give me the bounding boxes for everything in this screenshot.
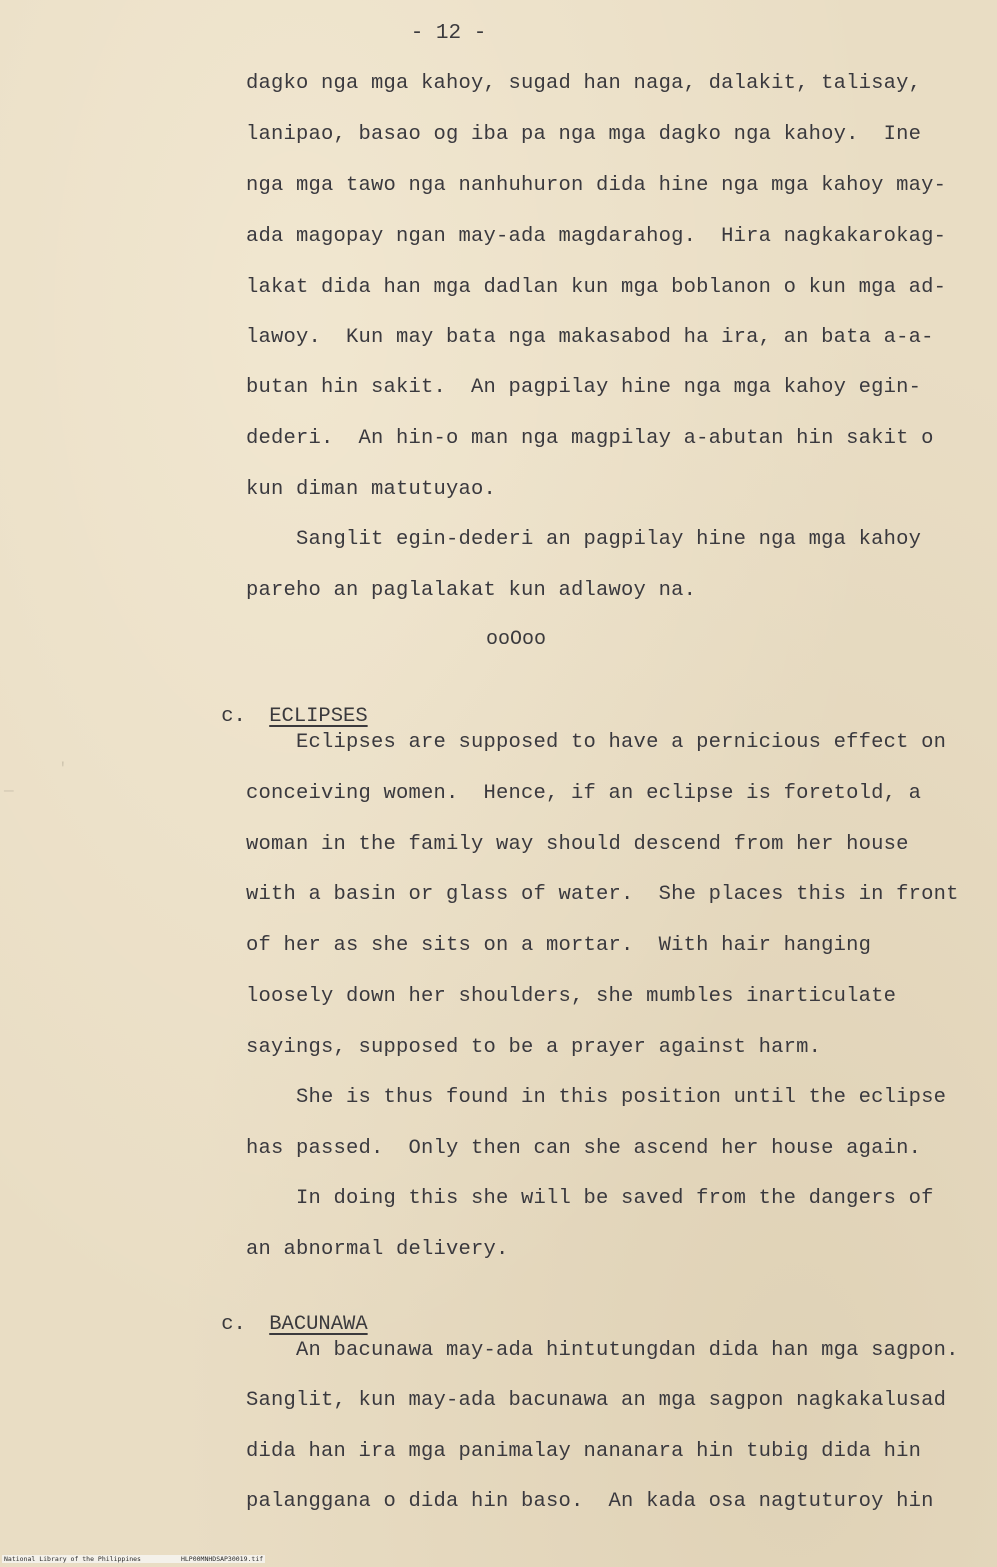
text-line: lanipao, basao og iba pa nga mga dagko nga kahoy. Ine <box>246 123 922 146</box>
text-line: palanggana o dida hin baso. An kada osa nagtuturoy hin <box>246 1490 934 1513</box>
text-line: of her as she sits on a mortar. With hair hanging <box>246 934 872 957</box>
footer-source: National Library of the Philippines <box>4 1555 141 1563</box>
text-line: An bacunawa may-ada hintutungdan dida han mga sagpon. <box>246 1339 959 1362</box>
paper-blemish: ′ <box>58 760 68 778</box>
text-line: kun diman matutuyao. <box>246 478 497 501</box>
text-line: conceiving women. Hence, if an eclipse is foretold, a <box>246 782 922 805</box>
footer-file: HLP00MNHDSAP30019.tif <box>180 1555 264 1563</box>
text-line: an abnormal delivery. <box>246 1238 509 1261</box>
text-line: Eclipses are supposed to have a pernicious effect on <box>246 731 947 754</box>
text-line: lakat dida han mga dadlan kun mga boblanon o kun mga ad- <box>246 276 947 299</box>
text-line: dagko nga mga kahoy, sugad han naga, dalakit, talisay, <box>246 72 922 95</box>
section-marker: c. <box>221 1313 246 1336</box>
text-line: pareho an paglalakat kun adlawoy na. <box>246 579 697 602</box>
paper-blemish: — <box>4 782 14 800</box>
section-marker: c. <box>221 705 246 728</box>
text-line: nga mga tawo nga nanhuhuron dida hine nga mga kahoy may- <box>246 174 947 197</box>
text-line: has passed. Only then can she ascend her house again. <box>246 1137 922 1160</box>
text-line: Sanglit, kun may-ada bacunawa an mga sagpon nagkakalusad <box>246 1389 947 1412</box>
text-line: In doing this she will be saved from the dangers of <box>246 1187 934 1210</box>
scan-footer <box>2 1555 265 1563</box>
text-line: ada magopay ngan may-ada magdarahog. Hira nagkakarokag- <box>246 225 947 248</box>
section-divider: ooOoo <box>485 628 546 651</box>
text-line: dederi. An hin-o man nga magpilay a-abutan hin sakit o <box>246 427 934 450</box>
text-line: lawoy. Kun may bata nga makasabod ha ira, an bata a-a- <box>246 326 934 349</box>
text-line: dida han ira mga panimalay nananara hin tubig dida hin <box>246 1440 922 1463</box>
page-number: - 12 - <box>410 22 487 45</box>
text-line: with a basin or glass of water. She places this in front <box>246 883 959 906</box>
text-line: She is thus found in this position until the eclipse <box>246 1086 947 1109</box>
section-title: BACUNAWA <box>269 1313 368 1336</box>
text-line: Sanglit egin-dederi an pagpilay hine nga mga kahoy <box>246 528 922 551</box>
section-title: ECLIPSES <box>269 705 368 728</box>
text-line: sayings, supposed to be a prayer against harm. <box>246 1036 822 1059</box>
text-line: loosely down her shoulders, she mumbles inarticulate <box>246 985 897 1008</box>
text-line: woman in the family way should descend from her house <box>246 833 909 856</box>
text-line: butan hin sakit. An pagpilay hine nga mga kahoy egin- <box>246 376 922 399</box>
